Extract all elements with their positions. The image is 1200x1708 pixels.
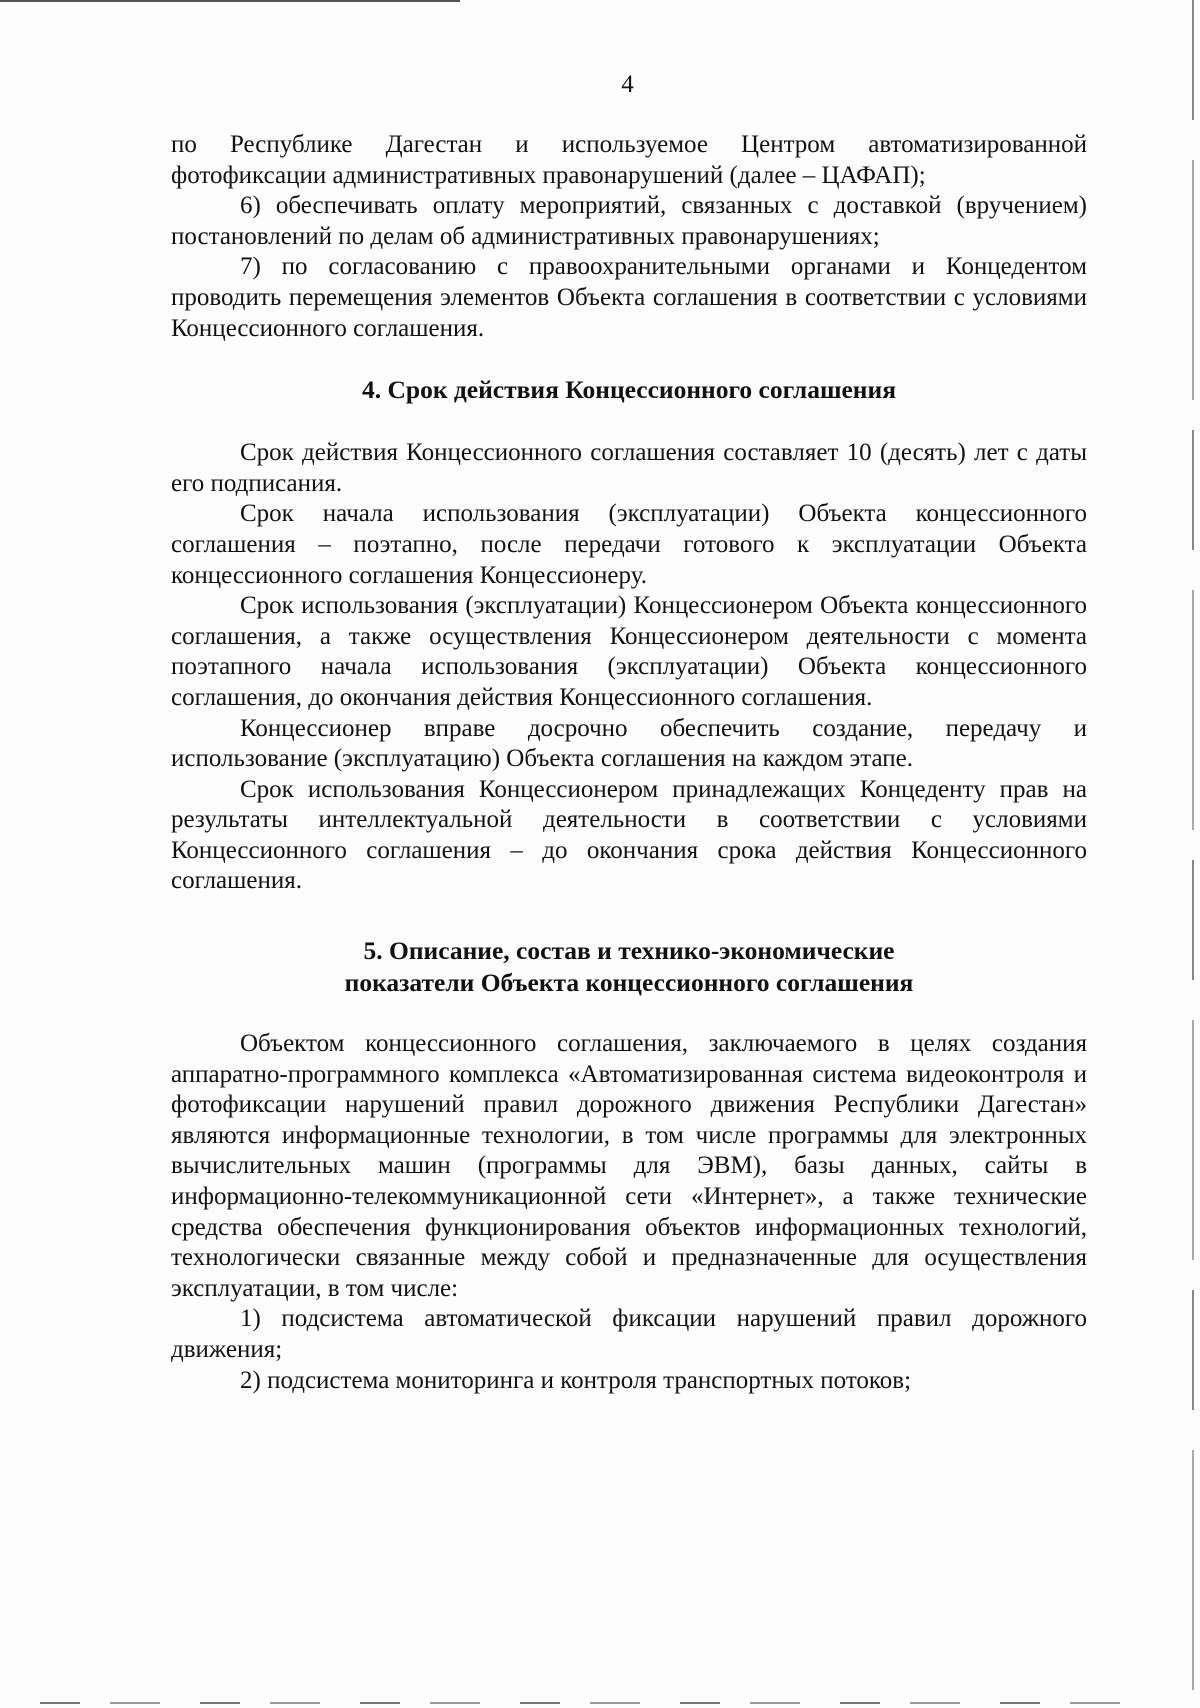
scan-edge-bottom <box>40 1702 1140 1704</box>
section-5-heading-line-2: показатели Объекта концессионного соглашения <box>344 968 914 998</box>
paragraph-intro-3: 7) по согласованию с правоохранительными органами и Концедентом проводить перемещения элементов Объекта соглашения в соответствии с условиями Концессионного соглашения. <box>171 253 1087 342</box>
page-number: 4 <box>621 71 634 98</box>
section-5-list-item-1: 1) подсистема автоматической фиксации нарушений правил дорожного движения; <box>171 1305 1087 1363</box>
section-4-heading: 4. Срок действия Концессионного соглашения <box>361 375 896 405</box>
section-4-paragraph-3: Срок использования (эксплуатации) Концессионером Объекта концессионного соглашения, а также осуществления Концессионером деятельности с момента поэтапного начала использования (эксплуатации) Объекта концессионного соглашения, до окончания действия Концессионного соглашения. <box>171 592 1087 711</box>
section-4-paragraph-4: Концессионер вправе досрочно обеспечить создание, передачу и использование (эксплуатацию) Объекта соглашения на каждом этапе. <box>171 714 1087 773</box>
section-4-paragraph-2: Срок начала использования (эксплуатации) Объекта концессионного соглашения – поэтапно, после передачи готового к эксплуатации Объекта концессионного соглашения Концессионеру. <box>171 500 1087 589</box>
section-4-paragraph-1: Срок действия Концессионного соглашения составляет 10 (десять) лет с даты его подписания. <box>171 439 1087 497</box>
scan-edge-top <box>0 0 460 2</box>
section-5-list-item-2: 2) подсистема мониторинга и контроля транспортных потоков; <box>240 1366 912 1394</box>
paragraph-intro-2: 6) обеспечивать оплату мероприятий, связанных с доставкой (вручением) постановлений по делам об административных правонарушениях; <box>171 192 1087 250</box>
section-5-paragraph-1: Объектом концессионного соглашения, заключаемого в целях создания аппаратно-программного комплекса «Автоматизированная система видеоконтроля и фотофиксации нарушений правил дорожного движения Республики Дагестан» являются информационные технологии, в том числе программы для электронных вычислительных машин (программы для ЭВМ), базы данных, сайты в информационно-телекоммуникационной сети «Интернет», а также технические средства обеспечения функционирования объектов информационных технологий, технологически связанные между собой и предназначенные для осуществления эксплуатации, в том числе: <box>171 1030 1087 1302</box>
section-4-paragraph-5: Срок использования Концессионером принадлежащих Концеденту прав на результаты интеллектуальной деятельности в соответствии с условиями Концессионного соглашения – до окончания срока действия Концессионного соглашения. <box>171 775 1087 895</box>
section-5-heading-line-1: 5. Описание, состав и технико-экономические <box>363 936 895 966</box>
section-5-heading <box>171 935 1087 999</box>
paragraph-intro-1: по Республике Дагестан и используемое Центром автоматизированной фотофиксации административных правонарушений (далее – ЦАФАП); <box>171 131 1087 189</box>
document-body <box>171 130 1087 1396</box>
scan-edge-right <box>1192 0 1194 1708</box>
